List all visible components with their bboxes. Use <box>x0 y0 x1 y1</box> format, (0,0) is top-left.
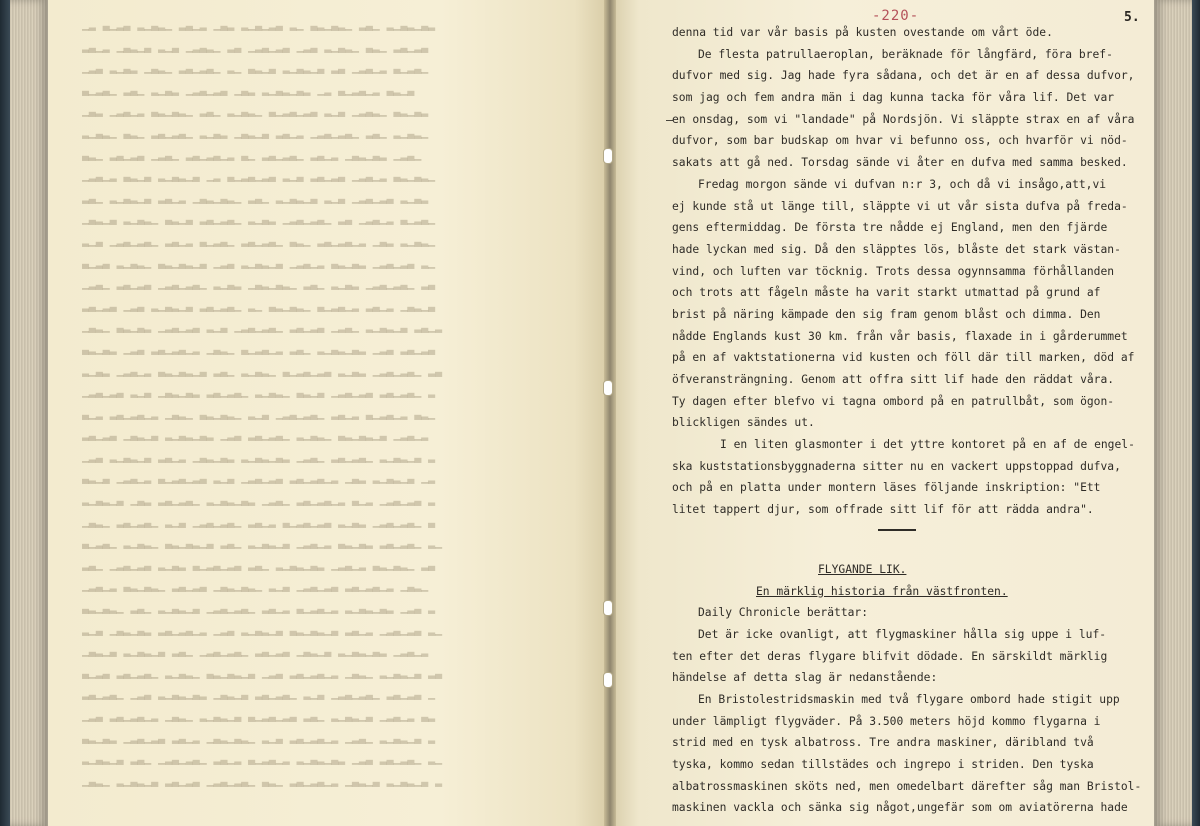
text-line: maskinen vackla och sänka sig något,ungefär som om aviatörerna hade <box>672 801 1128 815</box>
text-line: dufvor, som bar budskap om hvar vi befunno oss, och hvarför vi nöd- <box>672 134 1128 148</box>
right-page-text <box>672 22 1142 819</box>
text-line: sakats att gå ned. Torsdag sände vi åter en dufva med samma besked. <box>672 156 1128 170</box>
right-page-stack-edge <box>1154 0 1200 826</box>
binding-stitch <box>603 672 613 688</box>
article-subheading: En märklig historia från västfronten. <box>756 584 1008 598</box>
text-line: En Bristolestridsmaskin med två flygare ombord hade stigit upp <box>698 692 1120 706</box>
text-line: I en liten glasmonter i det yttre kontoret på en af de engel- <box>720 438 1135 452</box>
margin-mark: – <box>666 113 674 127</box>
binding-stitch <box>603 380 613 396</box>
text-line: öfveransträngning. Genom att offra sitt lif hade den räddat våra. <box>672 373 1115 386</box>
text-line: nådde Englands kust 30 km. från vår basis, flaxade in i gårderummet <box>672 329 1128 343</box>
text-line: De flesta patrullaeroplan, beräknade för långfärd, föra bref- <box>698 47 1113 61</box>
text-line: denna tid var vår basis på kusten ovestande om vårt öde. <box>672 26 1053 39</box>
text-line: vind, och luften var töcknig. Trots dessa ogynnsamma förhållanden <box>672 264 1115 278</box>
text-line: som jag och fem andra män i dag kunna tacka för våra lif. Det var <box>672 91 1115 105</box>
text-line: ten efter det deras flygare blifvit dödade. En särskildt märklig <box>672 649 1108 663</box>
text-line: och trots att fågeln måste ha varit starkt utmattad på grund af <box>672 286 1101 300</box>
text-line: på en af vaktstationerna vid kusten och föll där till marken, död af <box>672 351 1135 365</box>
spacer <box>672 531 1142 559</box>
left-page-stack-edge <box>0 0 48 826</box>
text-line: albatrossmaskinen sköts ned, men omedelbart därefter såg man Bristol- <box>672 779 1142 793</box>
text-line: dufvor med sig. Jag hade fyra sådana, och det är en af dessa dufvor, <box>672 69 1135 83</box>
text-line: en onsdag, som vi "landade" på Nordsjön. Vi släppte strax en af våra <box>672 112 1135 126</box>
page-number: -220- <box>872 8 920 24</box>
text-line: gens eftermiddag. De första tre nådde ej England, men den fjärde <box>672 221 1108 235</box>
binding-stitch <box>603 600 613 616</box>
text-line: tyska, kommo sedan tillstädes och ingrepo i striden. Den tyska <box>672 758 1094 771</box>
binding-stitch <box>603 148 613 164</box>
text-line: brist på näring kämpade den sig fram genom blåst och dimma. Den <box>672 307 1101 321</box>
text-line: och på en platta under montern läses följande inskription: "Ett <box>672 481 1101 495</box>
left-page-show-through: ▁▂ ▃▁▂▃ ▂▁▃▂▁ ▂▃▁▂ ▁▃▂ ▂▁▃▁▂▃ ▂▁ ▃▂▁▃▂▁ ▂▃▁ ▂▁▃▂▁▃▂ ▂▃▁▂ ▁▃▂▁▃ ▂▁▃ ▁▂▃▂▁ ▂▃ ▁▂▃▁▂▃ ▁▂▃ ▂▁▃▂▁ ▃▂▁ ▂▃▁▂▃ ▁▂▃ ▂▁▃▂ ▁▃▂▁ ▂▃▁▂▃▁ ▂▁ ▃▂▁▃ ▂▁▃▂▁▃ ▂▃ ▁▂▃▁▂ ▃▁▂▃▁ ▃▁▂▃▁ ▂▃▁ ▂▁▃▂ ▁▂▃▁▂▃ ▁▃▂ ▂▁▃▂▁▃▂ ▁▂ ▃▁▂▃▁▂ ▃▂▁▃ ▁▃▂ ▁▂▃▁▂ ▃▂▁▃▂▁ ▂▃▁ ▂▁▃▂▁ ▃▁▂▃▁▂▃ ▂▁▃ ▁▂▃▂▁ ▃▂▁▃▂ ▂▁▃▂▁ ▃▂▁ ▂▃▁▂▃▁ ▂▁▃▂ ▁▃▂▁▃ ▂▃▁▂ ▁▂▃▁▂▃▁ ▂▃▁ ▂▁▃▂▁ ▃▂▁ ▂▃▁▂▃ ▁▂▃▁ ▂▃▁▂▃▁▂ ▃▁ ▂▃▁▂▃▁ ▂▃▁▂ ▁▃▂▁▃▂ ▁▂▃▁ ▁▂▃▁▂ ▃▂▁▃ ▂▁▃▂▁▃ ▁▂ ▃▁▂▃▁▂▃ ▂▁▃ ▂▃▁▂▃ ▁▂▃▁▂ ▃▂▁▃▂▁ ▂▃▁ ▂▁▃▂▁▃ ▂▃▁▂ ▁▃▂▁▃▂▁ ▂▃▁ ▂▁▃▂▁▃ ▂▁▃ ▁▂▃▁▂▃ ▂▁▃▂ ▁▃▂▁▃ ▂▁▃▂▁ ▃▂▁▃ ▂▃▁▂▃▁ ▂▁▃▂ ▁▂▃▁▂▃▁ ▂▃ ▁▂▃▁▂ ▃▁▂▃▁ ▂▁▃ ▁▂▃▁▂▃▁ ▂▃▁▂ ▃▁▂▃▁ ▂▃▁▂▃▁ ▃▂▁ ▂▃▁▂▃▁▂ ▁▃▂ ▂▁▃▂▁ ▃▁▂▃ ▂▁▃▂▁ ▃▂▁▃▂▁▃ ▁▂▃ ▂▁▃▂▁▃ ▁▂▃▁▂ ▃▂▁▃▂ ▁▂▃▁▂▃ ▂▁ ▁▂▃▁ ▂▃▁▂▃ ▁▂▃▁▂▃▁ ▂▁▃▂ ▁▃▂▁▃▂▁ ▂▃▁ ▂▁▃▂ ▁▂▃▁▂▃▁ ▂▃ ▂▃▁▂▃ ▁▂▃ ▂▁▃▂▁▃ ▂▃▁▂▃▁ ▂▁ ▃▂▁▃▂▁ ▃▁▂▃▁▂ ▂▃▁▂ ▁▃▂▁▃ ▁▃▂▁ ▃▂▁▃▂ ▁▂▃▁▂▃ ▂▁▃ ▁▂▃▁▂▃▁ ▂▃▁▂▃ ▁▂▃▁ ▂▁▃▂▁▃ ▂▃▁▂ ▃▂▁▃▂ ▁▂▃ ▂▃▁▂▃▁▂ ▁▃▂▁ ▃▁▂▃▁▂ ▂▃▁ ▂▁▃▂▁▃▂ ▁▂▃ ▂▃▁▂▃ ▂▁▃▂ ▁▂▃▁▂ ▃▂▁▃▂▁▃ ▂▃▁ ▂▁▃▂▁ ▃▁▂▃▁▂▃ ▂▁▃▂ ▁▂▃▁▂▃▁ ▂▃ ▁▂▃▁▂▃ ▂▁▃ ▁▃▂▁▃▂ ▂▃▁▂▃▁ ▂▁▃▂▁ ▃▂▁▃ ▁▂▃▁▂▃ ▂▃▁▂▃▁ ▂ ▃▁▂ ▂▃▁▂▃▁▂ ▁▃▂▁ ▃▂▁▃▂▁ ▂▁▃ ▁▂▃▁▂▃▁ ▂▃▁▂ ▃▁▂▃▁▂ ▃▂▁ ▂▃▁▂▃ ▁▃▂▁▃ ▂▁▃▂▁▃▂ ▁▂▃ ▂▃▁▂▃▁ ▂▁▃▂▁ ▃▂▁▃▂▁▃ ▁▂▃▁▂ ▁▂▃ ▂▁▃▂▁▃ ▂▃▁▂ ▁▃▂▁▃▂ ▂▁▃▂▁▃▂ ▁▂▃▁ ▂▃▁▂▃▁ ▂▁▃▂▁▃ ▂ ▃▂▁▃ ▁▂▃▁▂ ▃▁▂▃▁▂▃ ▂▁▃ ▁▂▃▁▂▃ ▂▃▁▂▃▁▂ ▁▃▂ ▂▁▃▂▁▃ ▁▂ ▂▁▃▂▁▃ ▁▃▂ ▂▃▁▂▃▁ ▂▁▃▂▁▃▂ ▁▂▃▁ ▂▃▁▂▃▁▂ ▃▁▂ ▁▂▃▁▂▃ ▂ ▁▃▂▁ ▂▃▁▂▃▁ ▂▁▃ ▁▂▃▁▂▃▁ ▂▃▁▂ ▃▁▂▃▁▂▃ ▂▁▃▂ ▁▂▃▁▂▃▁ ▃ ▃▁▂▃▁ ▂▁▃▂▁ ▃▂▁▃▂▁▃ ▂▃▁ ▂▁▃▂▁▃ ▁▂▃▁▂ ▃▂▁▃▂ ▂▃▁▂▃▁ ▂▁ ▂▃▁ ▁▂▃▁▂▃ ▂▁▃▂ ▃▁▂▃▁▂▃ ▂▃▁ ▂▁▃▂▁▃▂ ▁▂▃▁▂ ▃▂▁▃▂▁ ▂▃ ▁▂▃▁▂ ▃▂▁▃▂▁ ▂▃▁▂▃ ▁▃▂▁▃▂▁ ▂▁▃ ▁▂▃▁▂▃ ▂▃▁▂▃▁▂ ▁▃▂▁ ▃▂▁▃▂▁ ▂▃▁ ▂▁▃▂▁▃ ▁▂▃▁▂▃▁ ▂▃▁▂ ▃▁▂▃▁▂ ▂▁▃▂▁▃▂ ▁▂▃ ▂ ▂▁▃ ▁▃▂▁▃▂ ▂▃▁▂▃▁▂ ▁▂▃ ▂▁▃▂▁▃ ▃▂▁▃▂▁▃ ▂▃▁▂ ▁▂▃▁▂▃ ▂▁ ▁▃▂▁▃ ▂▁▃▂▁▃ ▂▃▁ ▁▂▃▁▂▃▁ ▂▃▁▂▃ ▁▃▂▁▃ ▂▁▃▂▁▃▂ ▁▂▃▁▂ ▃▁▂▃ ▂▃▁▂▃▁ ▂▁▃▂▁ ▃▂▁▃▂▁▃ ▁▂▃ ▂▃▁▂▃▁▂ ▁▃▂▁ ▂▁▃▂▁▃ ▂▃ ▂▃▁▂▃▁ ▁▂▃ ▂▁▃▂▁▃▂ ▁▃▂▁▃ ▂▃▁▂▃▁ ▂▁▃ ▁▂▃▁▂▃▁ ▂▃▁▂▃ ▁ ▁▂▃ ▂▃▁▂▃▁▂ ▁▃▂▁ ▂▁▃▂▁▃ ▃▁▂▃▁▂▃ ▂▃▁ ▂▁▃▂▁▃ ▁▂▃▁▂ ▃▂ ▃▂▁▃▂ ▁▂▃▁▂▃ ▂▃▁▂ ▁▃▂▁▃▂▁ ▂▁▃ ▂▃▁▂▃▁▂ ▁▂▃▁ ▂▁▃▂▁▃ ▂ ▂▁▃▂▁▃ ▂▃▁ ▁▂▃▁▂▃▁ ▂▃▁▂ ▃▁▂▃▁▂ ▂▁▃▂▁▃▂ ▁▂▃ ▂▃▁▂▃▁ ▂▁ ▁▃▂▁ ▂▁▃▂▁▃ ▂▃▁▂▃ ▁▂▃▁▂▃▁ ▃▂▁ ▂▃▁▂▃▁▂ ▁▃▂▁▃ ▂▁▃▂▁▃ ▂ <box>82 17 443 787</box>
book-gutter <box>604 0 616 826</box>
text-line: Det är icke ovanligt, att flygmaskiner hålla sig uppe i luf- <box>698 627 1107 641</box>
text-line: litet tappert djur, som offrade sitt lif för att rädda andra". <box>672 503 1094 517</box>
corner-number: 5. <box>1124 10 1140 25</box>
text-line: Daily Chronicle berättar: <box>698 606 869 620</box>
text-line: strid med en tysk albatross. Tre andra maskiner, däribland två <box>672 736 1094 750</box>
text-line: ska kuststationsbyggnaderna sitter nu en vackert uppstoppad dufva, <box>672 459 1121 473</box>
text-line: under lämpligt flygväder. På 3.500 meters höjd kommo flygarna i <box>672 714 1101 728</box>
text-line: blickligen sändes ut. <box>672 416 815 430</box>
text-line: Ty dagen efter blefvo vi tagna ombord på en patrullbåt, som ögon- <box>672 394 1115 408</box>
text-line: händelse af detta slag är nedanstående: <box>672 671 938 685</box>
text-line: hade lyckan med sig. Då den släpptes lös, blåste det stark västan- <box>672 242 1121 256</box>
text-line: Fredag morgon sände vi dufvan n:r 3, och då vi insågo,att,vi <box>698 177 1107 191</box>
text-line: ej kunde stå ut länge till, släppte vi ut vår sista dufva på freda- <box>672 199 1128 213</box>
article-heading: FLYGANDE LIK. <box>818 562 907 576</box>
